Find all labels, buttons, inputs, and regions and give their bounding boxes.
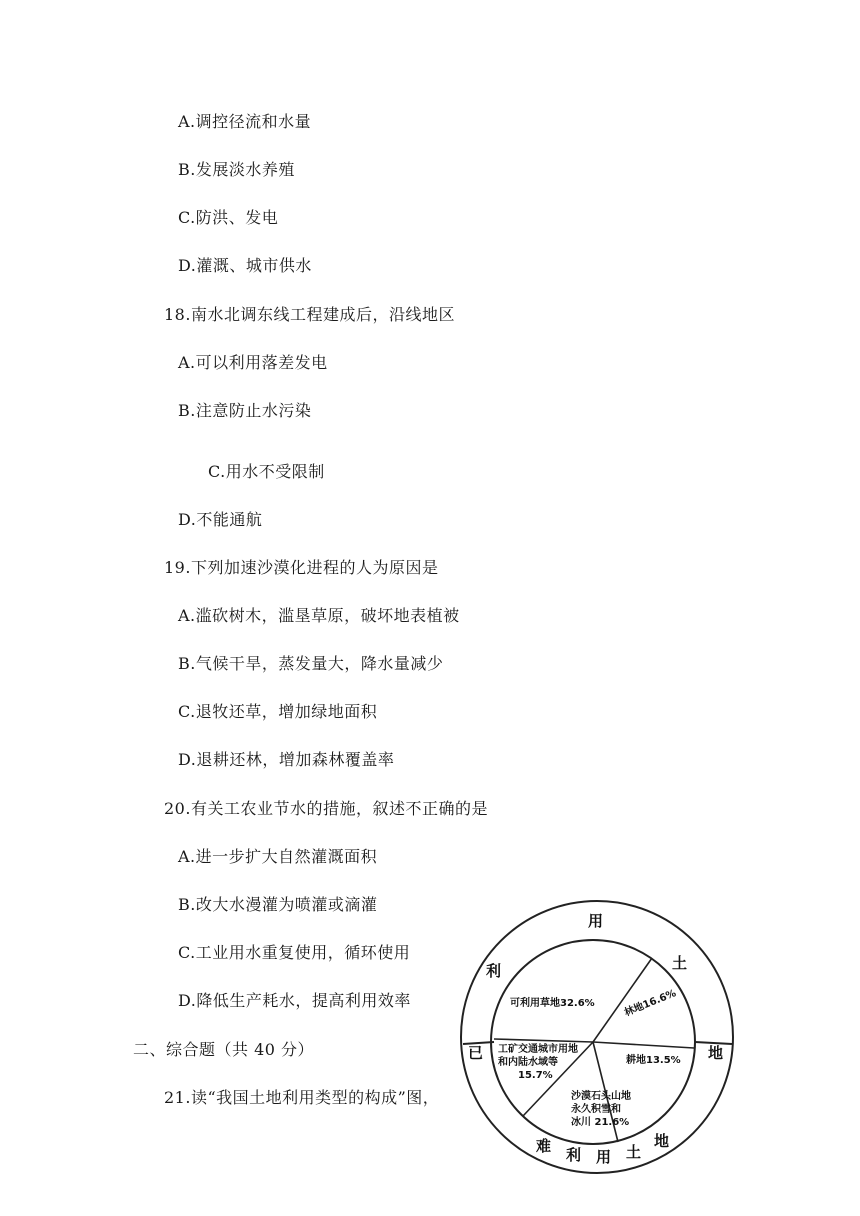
q17-option-d: D.灌溉、城市供水 xyxy=(178,256,312,275)
slice-divider-1 xyxy=(494,1039,593,1042)
q21-stem: 21.读“我国土地利用类型的构成”图， xyxy=(164,1088,440,1107)
slice-divider-3 xyxy=(593,1042,694,1048)
ring-char-nan: 难 xyxy=(536,1137,552,1155)
ring-char-tu-top: 土 xyxy=(672,954,688,972)
q20-option-d: D.降低生产耗水，提高利用效率 xyxy=(178,991,411,1010)
q17-option-a: A.调控径流和水量 xyxy=(178,112,312,131)
q20-option-b: B.改大水漫灌为喷灌或滴灌 xyxy=(178,895,378,914)
q18-option-c: C.用水不受限制 xyxy=(208,462,325,481)
ring-char-yi: 已 xyxy=(468,1044,484,1062)
q17-option-b: B.发展淡水养殖 xyxy=(178,160,295,179)
q18-option-b: B.注意防止水污染 xyxy=(178,401,312,420)
land-use-pie-figure xyxy=(458,898,736,1176)
q20-option-c: C.工业用水重复使用，循环使用 xyxy=(178,943,411,962)
q18-option-d: D.不能通航 xyxy=(178,510,263,529)
q19-stem: 19.下列加速沙漠化进程的人为原因是 xyxy=(164,558,439,577)
q17-option-c: C.防洪、发电 xyxy=(178,208,279,227)
ring-char-li-bottom: 利 xyxy=(566,1146,582,1164)
q19-option-b: B.气候干旱，蒸发量大，降水量减少 xyxy=(178,654,444,673)
q20-stem: 20.有关工农业节水的措施，叙述不正确的是 xyxy=(164,799,488,818)
q20-option-a: A.进一步扩大自然灌溉面积 xyxy=(178,847,378,866)
q19-option-a: A.滥砍树木，滥垦草原，破坏地表植被 xyxy=(178,606,460,625)
slice-label-industrial: 工矿交通城市用地 和内陆水域等 15.7% xyxy=(498,1044,578,1081)
ring-char-yong-top: 用 xyxy=(588,912,604,930)
ring-char-di-bottom: 地 xyxy=(654,1132,670,1150)
q19-option-d: D.退耕还林，增加森林覆盖率 xyxy=(178,750,395,769)
section-2-heading: 二、综合题（共 40 分） xyxy=(133,1040,315,1059)
slice-label-forest: 林地16.6% xyxy=(623,988,678,1019)
q19-option-c: C.退牧还草，增加绿地面积 xyxy=(178,702,378,721)
ring-char-di-top: 地 xyxy=(708,1044,724,1062)
slice-label-desert: 沙漠石头山地 永久积雪和 冰川 21.6% xyxy=(571,1091,631,1128)
slice-label-cropland: 耕地13.5% xyxy=(626,1055,681,1066)
ring-char-tu-bottom: 土 xyxy=(626,1143,642,1161)
q18-option-a: A.可以利用落差发电 xyxy=(178,353,328,372)
q18-stem: 18.南水北调东线工程建成后，沿线地区 xyxy=(164,305,455,324)
ring-char-yong-bottom: 用 xyxy=(596,1148,612,1166)
ring-char-li-top: 利 xyxy=(486,962,502,980)
slice-label-grassland: 可利用草地32.6% xyxy=(510,998,595,1009)
